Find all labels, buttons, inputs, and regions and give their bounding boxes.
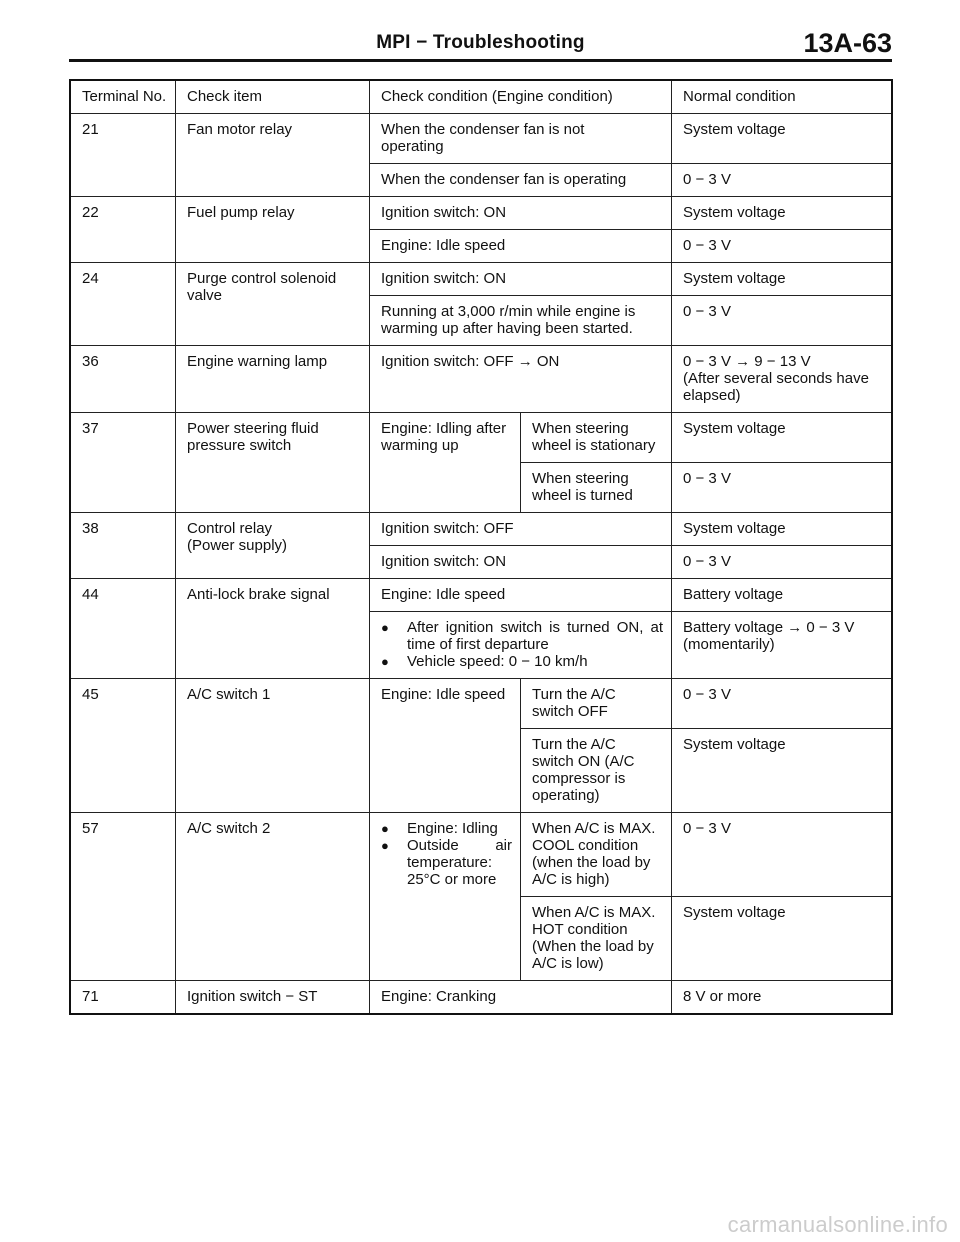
- check-condition: Ignition switch: OFF → ON: [370, 346, 672, 413]
- bullet-text: Vehicle speed: 0 − 10 km/h: [407, 653, 588, 670]
- check-sub-condition: When A/C is MAX. HOT condition (When the load by A/C is low): [521, 897, 672, 981]
- bullet-item: [381, 837, 512, 888]
- page-number: 13A-63: [803, 28, 892, 58]
- check-condition: Ignition switch: OFF: [370, 513, 672, 546]
- watermark-text: carmanualsonline.info: [727, 1212, 948, 1237]
- check-item: A/C switch 2: [176, 813, 370, 981]
- check-sub-condition: Turn the A/C switch ON (A/C compressor is operating): [521, 729, 672, 813]
- terminal-no: 37: [70, 413, 176, 513]
- normal-condition-note: (After several seconds have elapsed): [683, 370, 869, 404]
- terminal-no: 21: [70, 114, 176, 197]
- check-item: Power steering fluid pressure switch: [176, 413, 370, 513]
- page-header: [69, 30, 892, 62]
- check-condition: Ignition switch: ON: [370, 197, 672, 230]
- terminal-no: 44: [70, 579, 176, 679]
- table-row: [70, 114, 892, 164]
- normal-condition: System voltage: [672, 197, 893, 230]
- header-normal-condition: Normal condition: [672, 80, 893, 114]
- table-row: [70, 263, 892, 296]
- normal-condition-line: 0 − 3 V → 9 − 13 V: [683, 353, 811, 370]
- check-item: A/C switch 1: [176, 679, 370, 813]
- table-row: [70, 981, 892, 1015]
- terminal-no: 24: [70, 263, 176, 346]
- normal-condition: System voltage: [672, 114, 893, 164]
- table-header-row: [70, 80, 892, 114]
- check-item-line: (Power supply): [187, 537, 288, 554]
- bullet-dot: ●: [381, 821, 389, 836]
- check-sub-condition: When steering wheel is stationary: [521, 413, 672, 463]
- normal-condition: [672, 346, 893, 413]
- check-item: Fan motor relay: [176, 114, 370, 197]
- check-item: Ignition switch − ST: [176, 981, 370, 1015]
- check-condition: When the condenser fan is not operating: [370, 114, 672, 164]
- terminal-no: 71: [70, 981, 176, 1015]
- table-row: [70, 197, 892, 230]
- normal-condition: 0 − 3 V: [672, 296, 893, 346]
- normal-condition: 0 − 3 V: [672, 164, 893, 197]
- header-terminal-no: Terminal No.: [70, 80, 176, 114]
- normal-condition: 0 − 3 V: [672, 546, 893, 579]
- check-item: Fuel pump relay: [176, 197, 370, 263]
- check-sub-condition: When A/C is MAX. COOL condition (when the load by A/C is high): [521, 813, 672, 897]
- normal-condition: 0 − 3 V: [672, 679, 893, 729]
- terminal-check-table: [69, 79, 893, 1015]
- header-check-item: Check item: [176, 80, 370, 114]
- check-item: Anti-lock brake signal: [176, 579, 370, 679]
- check-condition: [370, 612, 672, 679]
- normal-condition: 0 − 3 V: [672, 463, 893, 513]
- bullet-dot: ●: [381, 654, 389, 669]
- table-row: [70, 413, 892, 463]
- check-item: Engine warning lamp: [176, 346, 370, 413]
- check-item-line: Control relay: [187, 520, 273, 537]
- normal-condition: Battery voltage → 0 − 3 V (momentarily): [672, 612, 893, 679]
- check-condition: [370, 813, 521, 981]
- normal-condition: 8 V or more: [672, 981, 893, 1015]
- terminal-no: 22: [70, 197, 176, 263]
- check-condition: Ignition switch: ON: [370, 546, 672, 579]
- terminal-no: 36: [70, 346, 176, 413]
- table-row: [70, 346, 892, 413]
- check-condition: Ignition switch: ON: [370, 263, 672, 296]
- header-rule: [69, 59, 892, 62]
- bullet-item: [381, 820, 512, 837]
- normal-condition: Battery voltage: [672, 579, 893, 612]
- check-sub-condition: Turn the A/C switch OFF: [521, 679, 672, 729]
- check-condition: Running at 3,000 r/min while engine is warming up after having been started.: [370, 296, 672, 346]
- terminal-no: 38: [70, 513, 176, 579]
- normal-condition: 0 − 3 V: [672, 813, 893, 897]
- header-check-condition: Check condition (Engine condition): [370, 80, 672, 114]
- check-condition: Engine: Idle speed: [370, 230, 672, 263]
- bullet-dot: ●: [381, 838, 389, 853]
- bullet-item: [381, 653, 663, 670]
- normal-condition: System voltage: [672, 513, 893, 546]
- normal-condition: System voltage: [672, 263, 893, 296]
- check-item: Purge control solenoid valve: [176, 263, 370, 346]
- terminal-no: 45: [70, 679, 176, 813]
- bullet-text: Outside air temperature: 25°C or more: [407, 837, 512, 888]
- table-row: [70, 813, 892, 897]
- table-row: [70, 579, 892, 612]
- normal-condition: System voltage: [672, 413, 893, 463]
- bullet-text: After ignition switch is turned ON, at time of first departure: [407, 619, 663, 653]
- check-item: [176, 513, 370, 579]
- bullet-dot: ●: [381, 620, 389, 635]
- check-condition: Engine: Idling after warming up: [370, 413, 521, 513]
- table-row: [70, 679, 892, 729]
- table-row: [70, 513, 892, 546]
- check-condition: When the condenser fan is operating: [370, 164, 672, 197]
- normal-condition: System voltage: [672, 729, 893, 813]
- normal-condition: System voltage: [672, 897, 893, 981]
- bullet-item: [381, 619, 663, 653]
- normal-condition: 0 − 3 V: [672, 230, 893, 263]
- check-condition: Engine: Idle speed: [370, 679, 521, 813]
- bullet-text: Engine: Idling: [407, 820, 498, 837]
- check-condition: Engine: Cranking: [370, 981, 672, 1015]
- check-sub-condition: When steering wheel is turned: [521, 463, 672, 513]
- page-title: MPI − Troubleshooting: [376, 32, 585, 53]
- terminal-no: 57: [70, 813, 176, 981]
- check-condition: Engine: Idle speed: [370, 579, 672, 612]
